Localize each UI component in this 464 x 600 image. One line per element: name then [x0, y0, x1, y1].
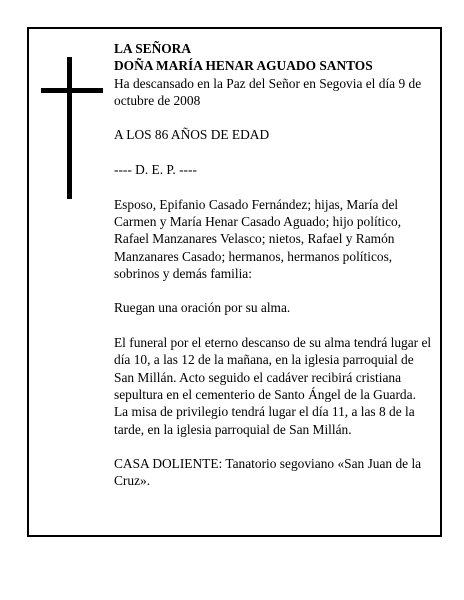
cross-icon — [41, 57, 103, 199]
casa-doliente-text: CASA DOLIENTE: Tanatorio segoviano «San Juan de la Cruz». — [114, 456, 422, 489]
cross-horizontal-bar — [41, 88, 103, 93]
family-text: Esposo, Epifanio Casado Fernández; hijas, María del Carmen y María Henar Casado Aguado; hijo político, Rafael Manzanares Velasco; nietos, Rafael y Ramón Manzanares Casado; hermanos, hermanos políticos, sobrinos y demás familia: — [114, 196, 402, 281]
cross-vertical-bar — [67, 57, 72, 199]
notice-content — [114, 40, 432, 507]
funeral-text: El funeral por el eterno descanso de su alma tendrá lugar el día 10, a las 12 de la mañana, en la iglesia parroquial de San Millán. Acto seguido el cadáver recibirá cristiana sepultura en el cementerio de Santo Ángel de la Guarda. La misa de privilegio tendrá lugar el día 11, a las 8 de la tarde, en la iglesia parroquial de San Millán. — [114, 335, 432, 437]
deceased-name: DOÑA MARÍA HENAR AGUADO SANTOS — [114, 58, 373, 74]
title-line-1: LA SEÑORA — [114, 41, 192, 56]
passing-text: Ha descansado en la Paz del Señor en Segovia el día 9 de octubre de 2008 — [114, 75, 422, 108]
age-text: A LOS 86 AÑOS DE EDAD — [114, 127, 270, 143]
rip-text: ---- D. E. P. ---- — [114, 162, 197, 178]
notice-heading — [114, 40, 432, 109]
obituary-notice — [27, 27, 442, 537]
prayer-text: Ruegan una oración por su alma. — [114, 300, 291, 316]
